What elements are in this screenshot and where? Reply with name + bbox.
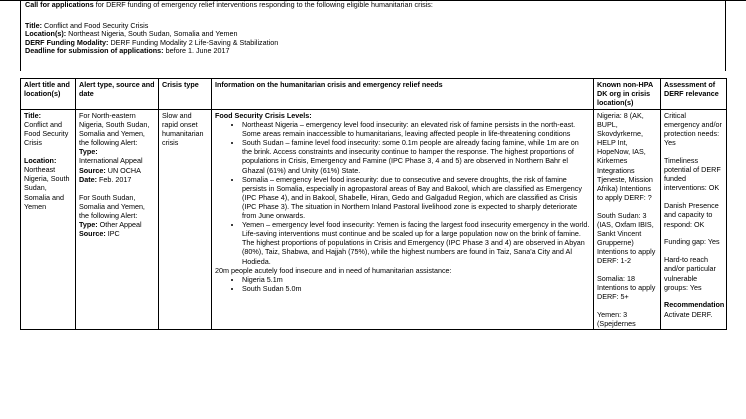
list-item: • Northeast Nigeria – emergency level food insecurity: an elevated risk of famine persists in the north-east. Some areas remain inaccessible to humanitarians, leaving affected people in life-threatening conditions xyxy=(242,120,590,138)
header-alert-title: Alert title and location(s) xyxy=(21,79,76,110)
header-information: Information on the humanitarian crisis and emergency relief needs xyxy=(212,79,594,110)
meta-modality: DERF Funding Modality: DERF Funding Modality 2 Life-Saving & Stabilization xyxy=(25,37,279,47)
call-header xyxy=(20,0,726,71)
header-crisis-type: Crisis type xyxy=(159,79,212,110)
levels-list xyxy=(215,120,590,266)
list-item: • South Sudan 5.0m xyxy=(242,284,590,293)
list-item: • South Sudan – famine level food insecurity: some 0.1m people are already facing famine, while 1m are on the brink. Access constraints and insecurity continue to hamper the response. The highest proportions of populations in Crisis, Emergency and Famine (IPC Phase 3, 4 and 5) are observed in Northern Bahr el Ghazal (61%) and Unity (61%) State. xyxy=(242,138,590,174)
crisis-meta xyxy=(25,22,278,56)
call-for-applications: Call for applications for DERF funding of emergency relief interventions responding to the following eligible humanitarian crisis: xyxy=(25,0,433,9)
header-known-orgs: Known non-HPA DK org in crisis location(s) xyxy=(594,79,661,110)
list-item: • Somalia – emergency level food insecurity: due to consecutive and severe droughts, the risk of famine persists in Somalia, especially in agropastoral areas of Bay and Bakool, which are classified as Emergency (IPC Phase 4), and in Bakool, Shabelle, Hiran, Gedo and Galgadud Region, which are classified as Crisis (IPC Phase 3). The situation in Northern Inland Pastoral livelihood zone is expected to sharply deteriorate from June onwards. xyxy=(242,175,590,220)
list-item: • Nigeria 5.1m xyxy=(242,275,590,284)
header-assessment: Assessment of DERF relevance xyxy=(661,79,727,110)
crisis-type-cell: Slow and rapid onset humanitarian crisis xyxy=(159,110,212,330)
needs-list xyxy=(215,275,590,293)
known-orgs-cell: Nigeria: 8 (AK, BUPL, Skovdyrkerne, HELP Int, HopeNow, IAS, Kirkernes Integrations Tjeneste, Mission Afrika) Intentions to apply DERF: ? South Sudan: 3 (IAS, Oxfam IBIS, Sankt Vincent Grupperne) Intentions to apply DERF: 1-2 Somalia: 18 Intentions to apply DERF: 5+ Yemen: 3 (Spejdernes xyxy=(594,110,661,330)
meta-deadline: Deadline for submission of applications: before 1. June 2017 xyxy=(25,46,230,56)
assessment-cell: Critical emergency and/or protection needs: Yes Timeliness potential of DERF funded interventions: OK Danish Presence and capacity to respond: OK Funding gap: Yes Hard-to reach and/or particular vulnerable groups: Yes Recommendation Activate DERF. xyxy=(661,110,727,330)
recommendation-value: Activate DERF. xyxy=(664,309,713,319)
meta-title: Title: Conflict and Food Security Crisis xyxy=(25,21,149,30)
list-item: • Yemen – emergency level food insecurity: Yemen is facing the largest food insecurity emergency in the world. Life-saving interventions must continue and be scaled up for a large population now on the brink of famine. The highest proportions of populations in Crisis and Emergency (IPC Phase 3 and 4) are observed in Abyan (80%), Taiz, Shabwa, and Hajjah (75%), while the highest numbers are found in Taiz, Sana'a City and Al Hodieda. xyxy=(242,220,590,265)
recommendation-label: Recommendation xyxy=(664,300,725,310)
meta-locations: Location(s): Northeast Nigeria, South Sudan, Somalia and Yemen xyxy=(25,29,238,39)
information-cell xyxy=(212,110,594,330)
need-summary: 20m people acutely food insecure and in need of humanitarian assistance: xyxy=(215,265,452,275)
header-alert-type: Alert type, source and date xyxy=(76,79,159,110)
crisis-table xyxy=(20,78,727,330)
alert-type-cell: For North-eastern Nigeria, South Sudan, Somalia and Yemen, the following Alert: Type: International Appeal Source: UN OCHA Date: Feb. 2017 For South Sudan, Somalia and Yemen, the following Alert: Type: Other Appeal Source: IPC xyxy=(76,110,159,330)
table-header-row xyxy=(21,79,727,110)
section-title: Food Security Crisis Levels: xyxy=(215,111,312,120)
table-row xyxy=(21,110,727,330)
alert-title-cell: Title: Conflict and Food Security Crisis Location: Northeast Nigeria, South Sudan, Somalia and Yemen xyxy=(21,110,76,330)
